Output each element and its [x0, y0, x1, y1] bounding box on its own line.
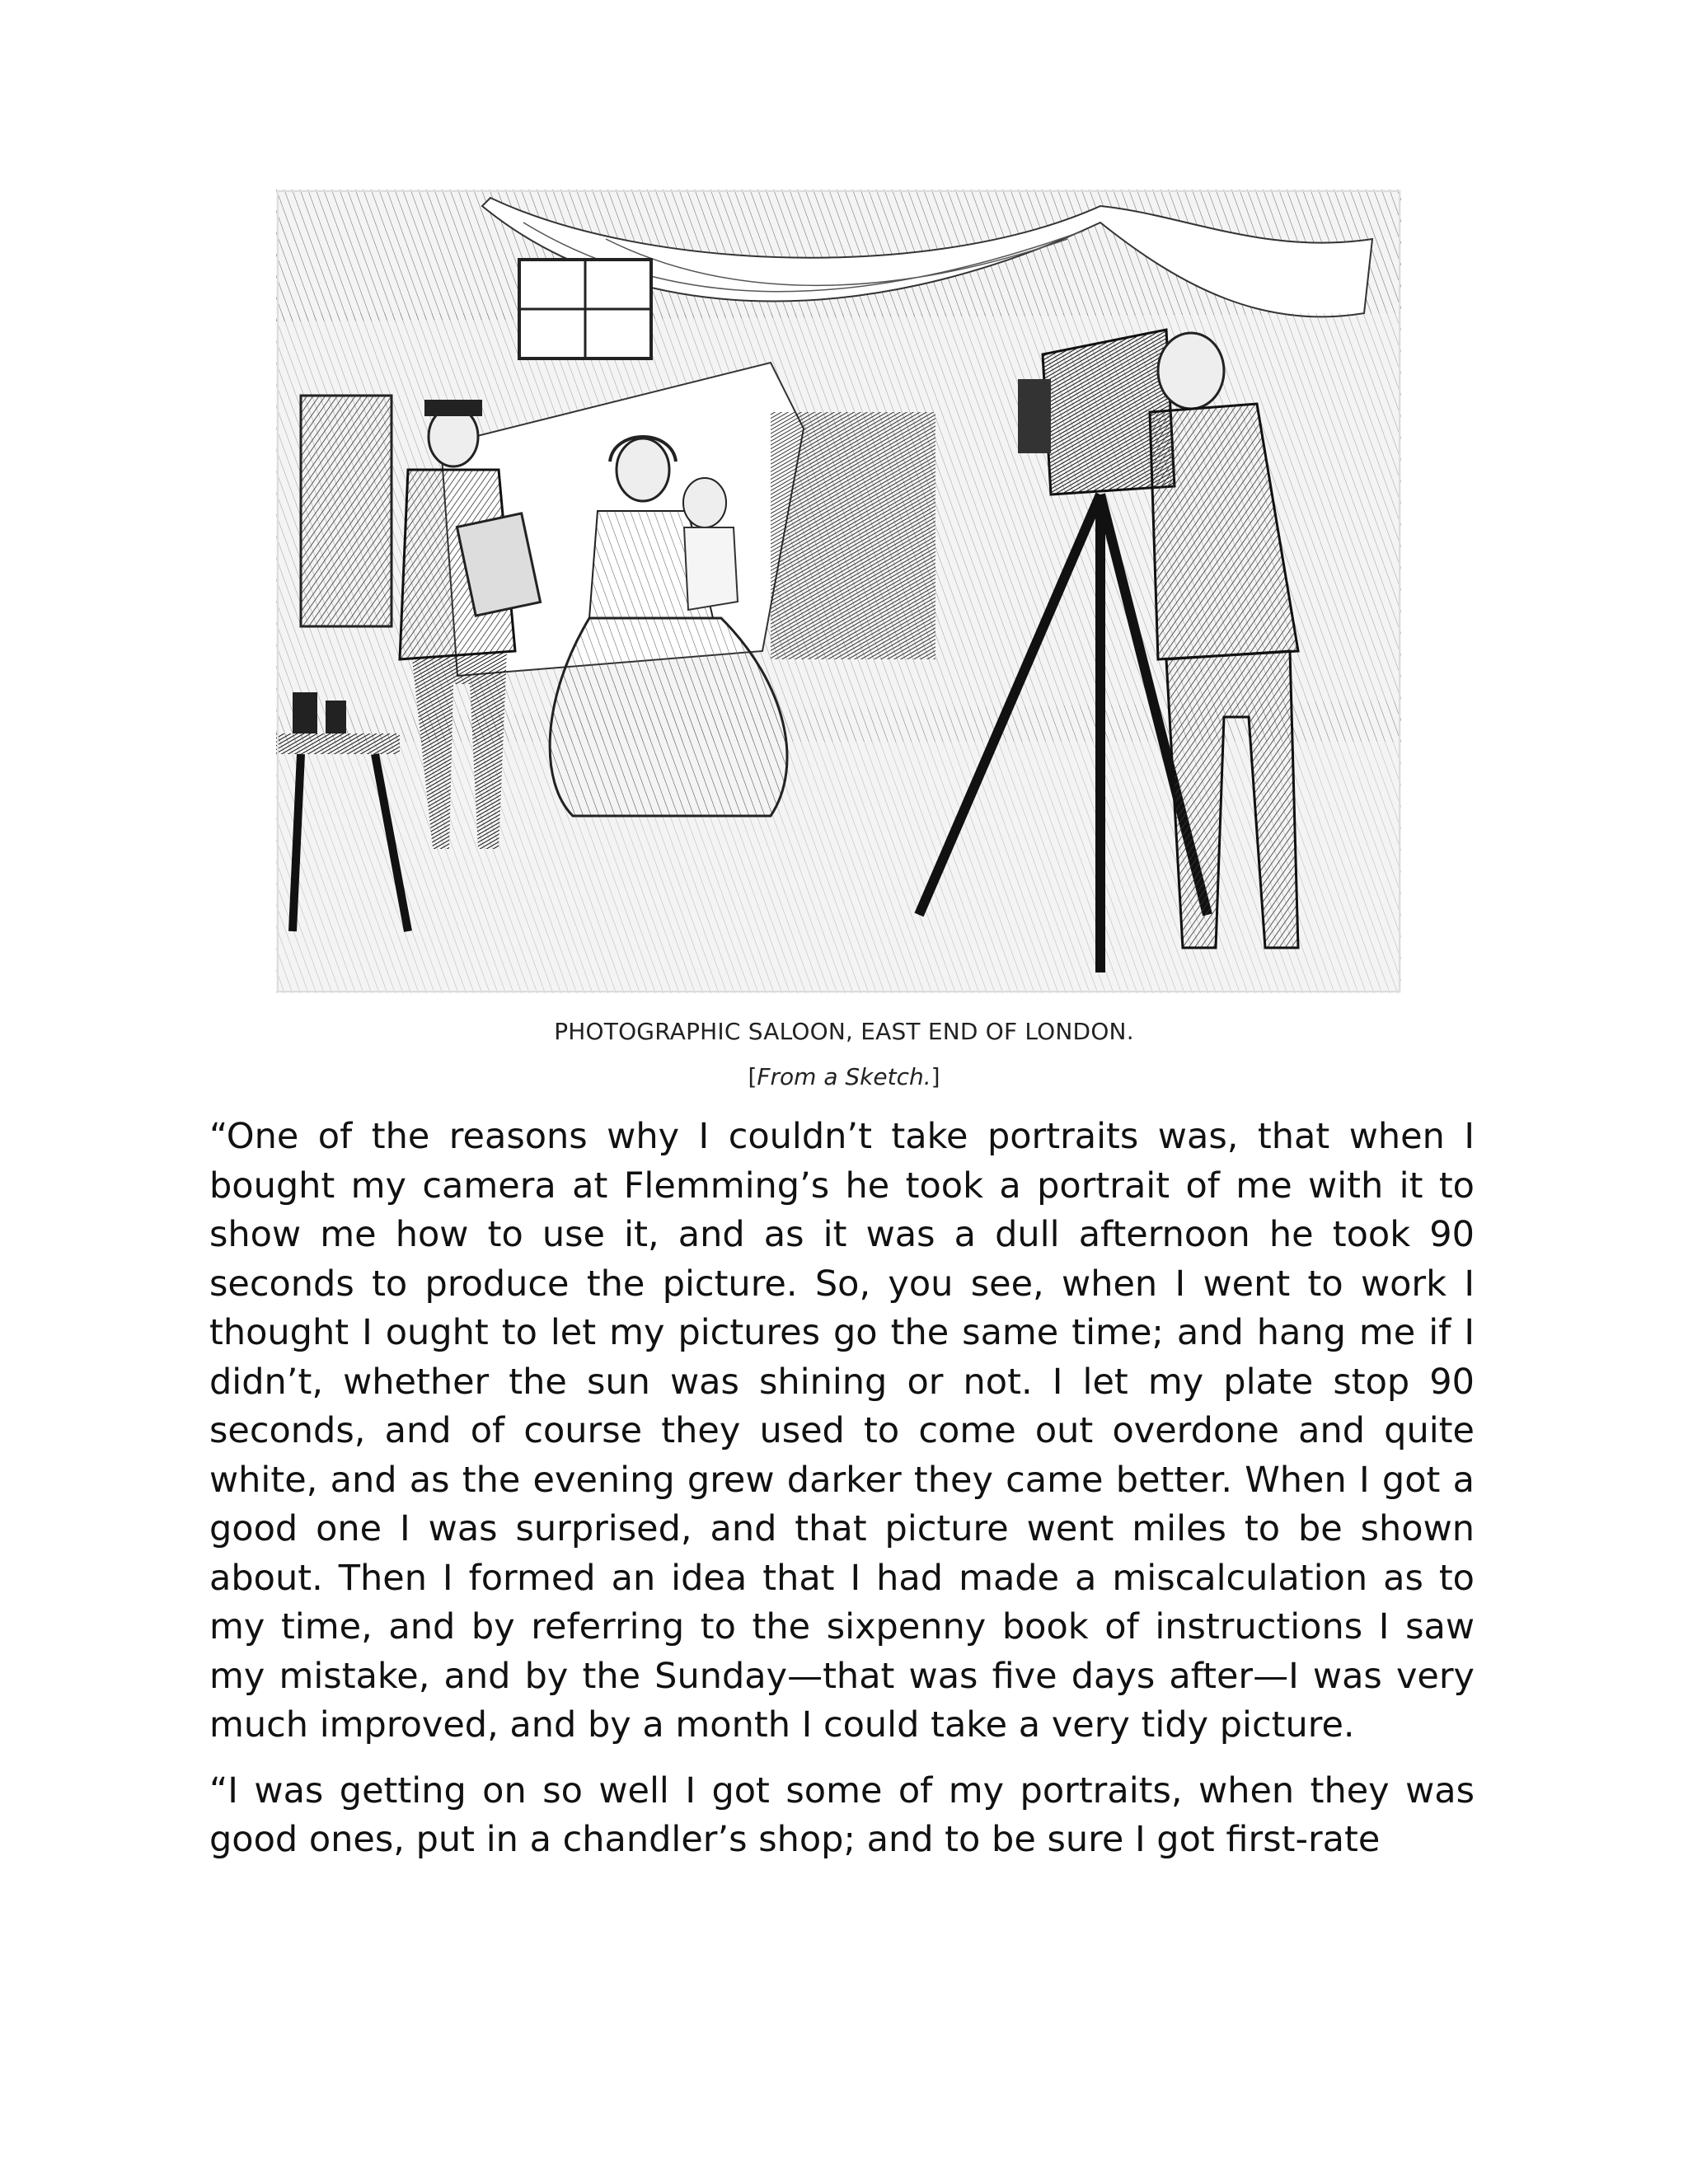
doorway: [301, 396, 392, 626]
caption-bracket-close: ]: [931, 1063, 940, 1090]
paragraph-2: “I was getting on so well I got some of my portraits, when they was good ones, put in a chandler’s shop; and to be sure I got first-rate: [209, 1769, 1475, 1860]
engraving-illustration: [276, 190, 1401, 993]
bottle: [293, 692, 317, 733]
photographic-saloon-engraving: [276, 190, 1401, 993]
paragraph-1: “One of the reasons why I couldn’t take portraits was, that when I bought my camera at Flemming’s he took a portrait of me with it to show me how to use it, and as it was a dull afternoon he took 90 seconds to produce the picture. So, you see, when I went to work I thought I ought to let my pictures go the same time; and hang me if I didn’t, whether the sun was shining or not. I let my plate stop 90 seconds, and of course they used to come out overdone and quite white, and as the evening grew darker they came better. When I got a good one I was surprised, and that picture went miles to be shown about. Then I formed an idea that I had made a miscalculation as to my time, and by referring to the sixpenny book of instructions I saw my mistake, and by the Sunday—that was five days after—I was very much improved, and by a month I could take a very tidy picture.: [209, 1116, 1475, 1746]
figure-caption-source: [0, 1063, 1688, 1090]
side-table: [276, 733, 400, 754]
caption-bracket-open: [: [748, 1063, 757, 1090]
caption-source-italic: From a Sketch.: [757, 1063, 931, 1090]
cabinet: [771, 412, 935, 659]
figure-caption-title: PHOTOGRAPHIC SALOON, EAST END OF LONDON.: [554, 1018, 1134, 1045]
body-text: [209, 1113, 1475, 1882]
